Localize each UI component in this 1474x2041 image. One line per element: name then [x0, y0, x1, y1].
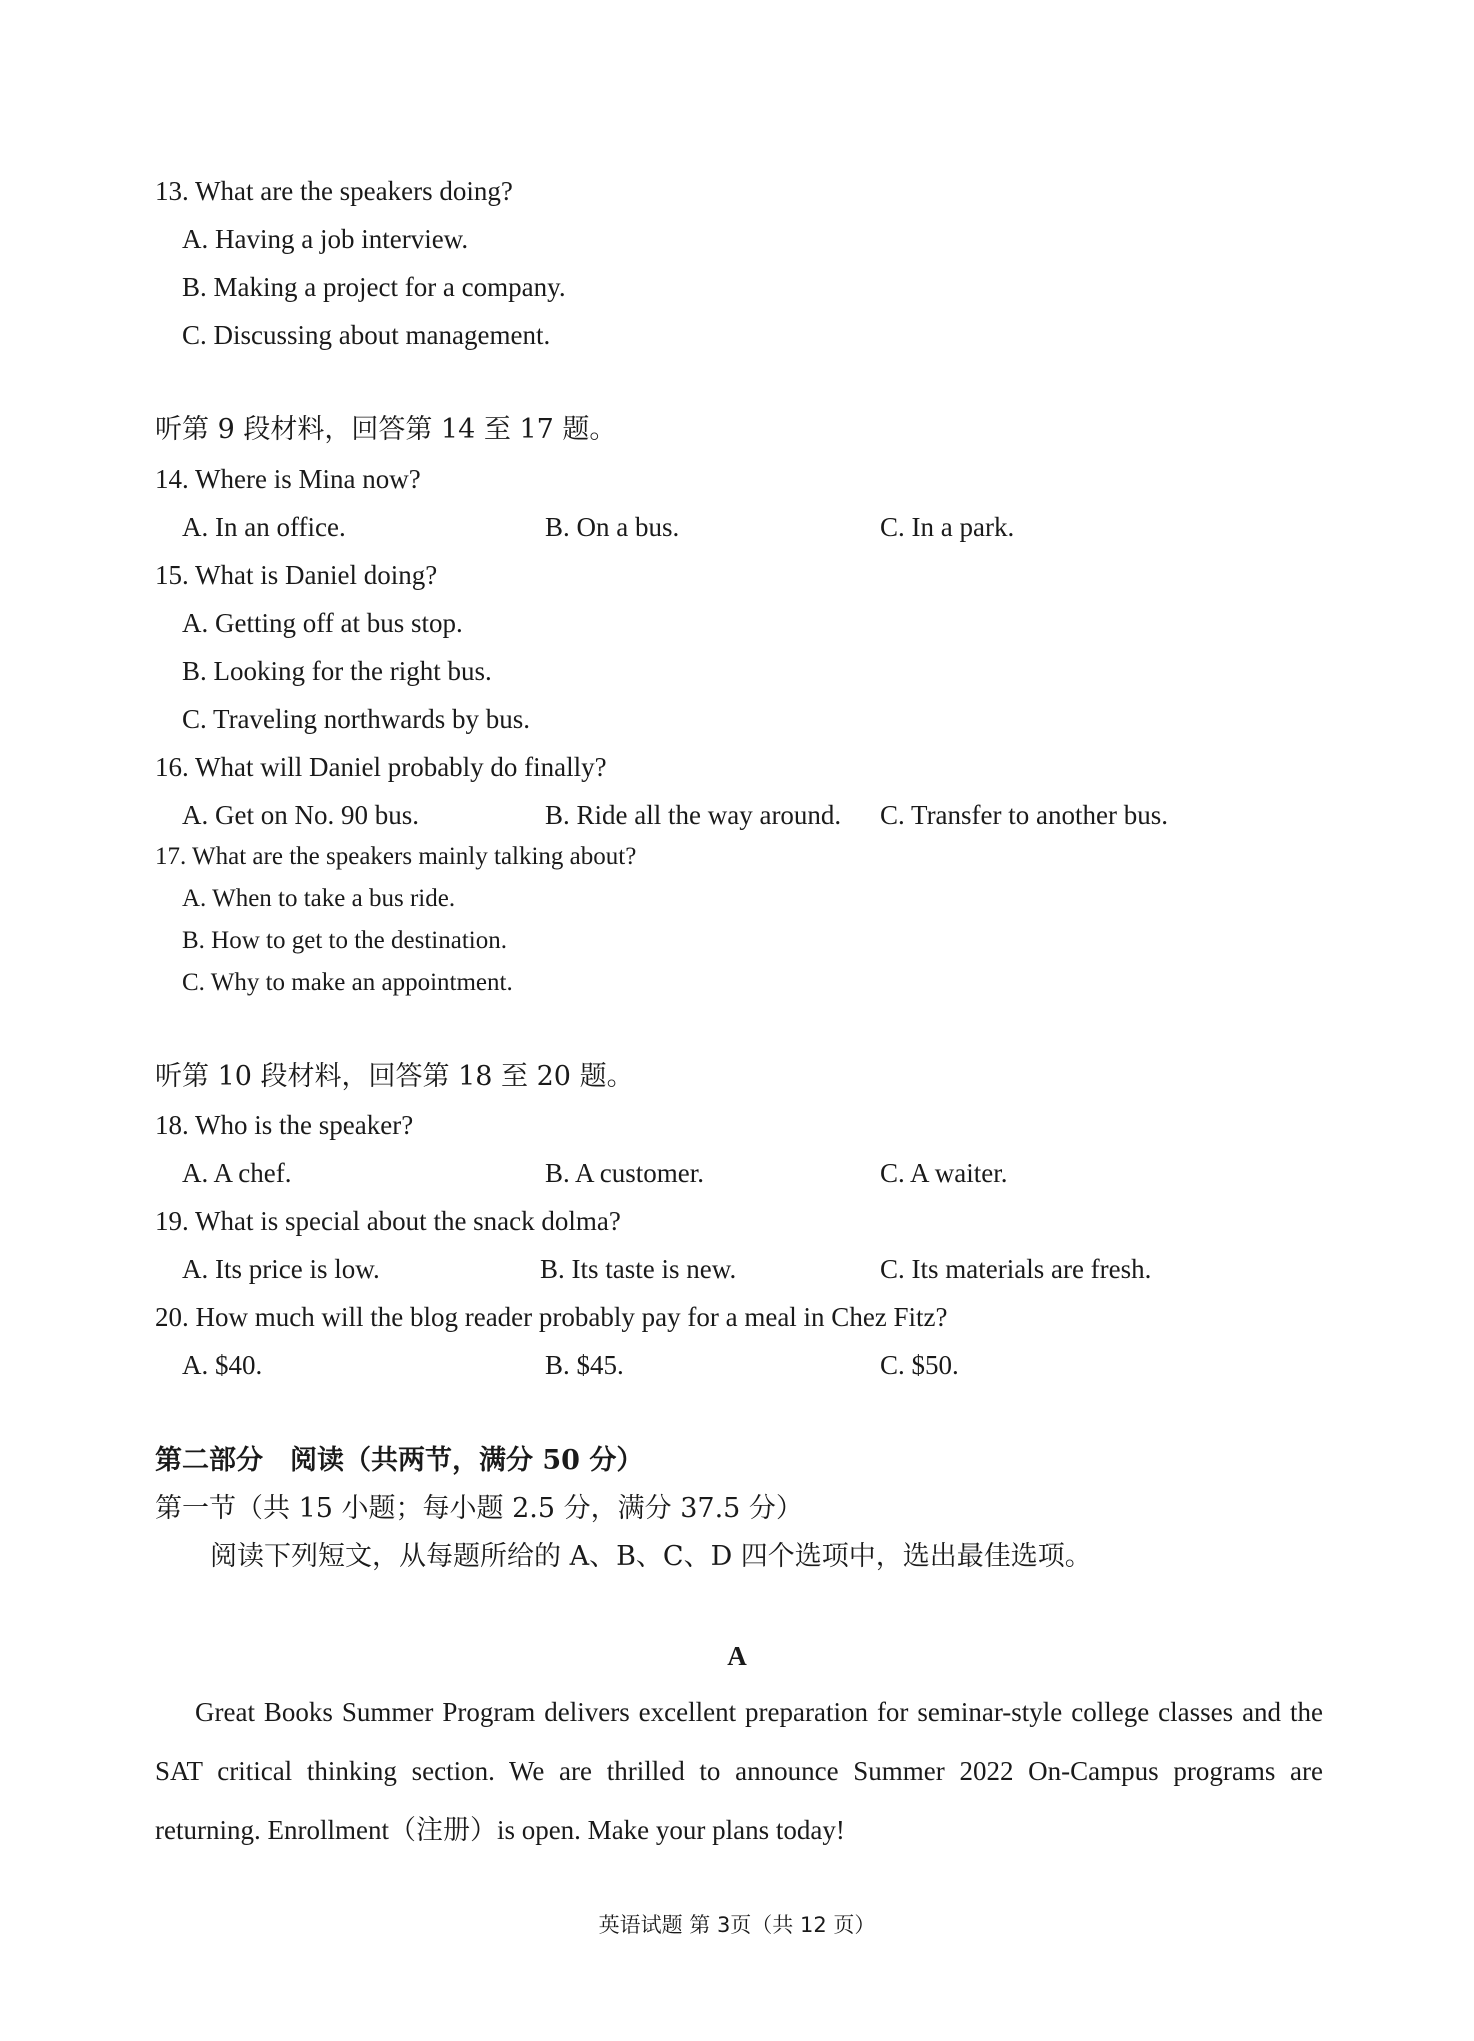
part-2-heading: 第二部分 阅读（共两节，满分 50 分） — [155, 1445, 644, 1476]
question-15: 15. What is Daniel doing? — [155, 560, 438, 590]
q16-option-b: B. Ride all the way around. — [545, 800, 842, 830]
q15-option-c: C. Traveling northwards by bus. — [182, 704, 531, 734]
passage-label: A — [727, 1641, 747, 1671]
reading-instruction: 阅读下列短文，从每题所给的 A、B、C、D 四个选项中，选出最佳选项。 — [210, 1541, 1092, 1572]
q17-option-b: B. How to get to the destination. — [182, 927, 507, 954]
question-13: 13. What are the speakers doing? — [155, 176, 513, 206]
q19-option-a: A. Its price is low. — [182, 1254, 380, 1284]
q14-option-b: B. On a bus. — [545, 512, 680, 542]
q19-option-c: C. Its materials are fresh. — [880, 1254, 1152, 1284]
q14-option-a: A. In an office. — [182, 512, 346, 542]
page-footer: 英语试题 第 3页（共 12 页） — [598, 1913, 876, 1937]
q18-option-c: C. A waiter. — [880, 1158, 1008, 1188]
question-16: 16. What will Daniel probably do finally? — [155, 752, 607, 782]
q13-option-c: C. Discussing about management. — [182, 320, 551, 350]
q16-option-a: A. Get on No. 90 bus. — [182, 800, 419, 830]
q20-option-b: B. $45. — [545, 1350, 624, 1380]
question-14: 14. Where is Mina now? — [155, 464, 421, 494]
q16-option-c: C. Transfer to another bus. — [880, 800, 1168, 830]
question-20: 20. How much will the blog reader probably pay for a meal in Chez Fitz? — [155, 1302, 948, 1332]
question-19: 19. What is special about the snack dolma? — [155, 1206, 621, 1236]
q18-option-a: A. A chef. — [182, 1158, 292, 1188]
passage-paragraph: Great Books Summer Program delivers excellent preparation for seminar-style college classes and the SAT critical thinking section. We are thrilled to announce Summer 2022 On-Campus programs are returning. Enrollment（注册）is open. Make your plans today! — [155, 1697, 1323, 1845]
question-17: 17. What are the speakers mainly talking about? — [155, 843, 637, 870]
q13-option-a: A. Having a job interview. — [182, 224, 469, 254]
q17-option-c: C. Why to make an appointment. — [182, 969, 513, 996]
q20-option-c: C. $50. — [880, 1350, 959, 1380]
q18-option-b: B. A customer. — [545, 1158, 705, 1188]
q13-option-b: B. Making a project for a company. — [182, 272, 566, 302]
q20-option-a: A. $40. — [182, 1350, 263, 1380]
q17-option-a: A. When to take a bus ride. — [182, 885, 456, 912]
section-10-instruction: 听第 10 段材料，回答第 18 至 20 题。 — [155, 1061, 634, 1092]
q15-option-a: A. Getting off at bus stop. — [182, 608, 463, 638]
q19-option-b: B. Its taste is new. — [540, 1254, 737, 1284]
q15-option-b: B. Looking for the right bus. — [182, 656, 492, 686]
section-9-instruction: 听第 9 段材料，回答第 14 至 17 题。 — [155, 414, 617, 445]
q14-option-c: C. In a park. — [880, 512, 1015, 542]
question-18: 18. Who is the speaker? — [155, 1110, 414, 1140]
section-1-heading: 第一节（共 15 小题；每小题 2.5 分，满分 37.5 分） — [155, 1493, 803, 1524]
